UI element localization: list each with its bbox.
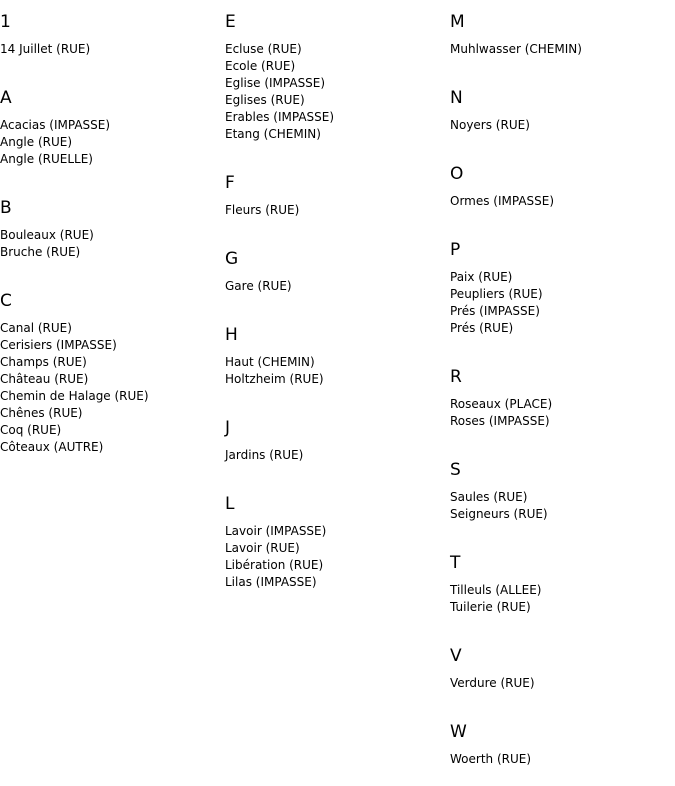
street-index-column	[0, 0, 225, 474]
street-link[interactable]: Eglises (RUE)	[225, 93, 305, 107]
street-index-column	[225, 0, 450, 609]
street-link[interactable]: Lavoir (IMPASSE)	[225, 524, 327, 538]
street-link[interactable]: Château (RUE)	[0, 372, 89, 386]
letter-heading: H	[225, 325, 238, 345]
letter-group	[0, 0, 225, 58]
street-link[interactable]: Verdure (RUE)	[450, 676, 535, 690]
letter-group	[0, 76, 225, 168]
letter-heading: A	[0, 88, 12, 108]
letter-heading: J	[225, 418, 231, 438]
letter-heading: F	[225, 173, 235, 193]
street-link[interactable]: Libération (RUE)	[225, 558, 324, 572]
street-link[interactable]: Seigneurs (RUE)	[450, 507, 548, 521]
street-link[interactable]: Gare (RUE)	[225, 279, 292, 293]
letter-group	[450, 634, 675, 692]
letter-heading: S	[450, 460, 461, 480]
street-link[interactable]: Holtzheim (RUE)	[225, 372, 324, 386]
street-link[interactable]: Prés (IMPASSE)	[450, 304, 540, 318]
letter-heading: O	[450, 164, 464, 184]
street-link[interactable]: Bouleaux (RUE)	[0, 228, 94, 242]
street-link[interactable]: 14 Juillet (RUE)	[0, 42, 91, 56]
street-link[interactable]: Haut (CHEMIN)	[225, 355, 315, 369]
street-link[interactable]: Lilas (IMPASSE)	[225, 575, 317, 589]
street-index-column	[450, 0, 675, 786]
street-link[interactable]: Côteaux (AUTRE)	[0, 440, 104, 454]
letter-group	[225, 0, 450, 143]
street-link[interactable]: Tilleuls (ALLEE)	[450, 583, 542, 597]
letter-group	[450, 0, 675, 58]
letter-group	[450, 710, 675, 768]
letter-heading: L	[225, 494, 235, 514]
letter-group	[225, 406, 450, 464]
street-link[interactable]: Fleurs (RUE)	[225, 203, 300, 217]
letter-group	[450, 152, 675, 210]
street-link[interactable]: Etang (CHEMIN)	[225, 127, 321, 141]
street-link[interactable]: Coq (RUE)	[0, 423, 62, 437]
letter-heading: W	[450, 722, 467, 742]
letter-group	[450, 448, 675, 523]
street-link[interactable]: Paix (RUE)	[450, 270, 513, 284]
letter-heading: 1	[0, 12, 11, 32]
letter-heading: E	[225, 12, 236, 32]
street-link[interactable]: Canal (RUE)	[0, 321, 72, 335]
street-link[interactable]: Tuilerie (RUE)	[450, 600, 531, 614]
letter-group	[450, 355, 675, 430]
street-link[interactable]: Acacias (IMPASSE)	[0, 118, 111, 132]
street-link[interactable]: Prés (RUE)	[450, 321, 514, 335]
letter-heading: T	[450, 553, 461, 573]
street-link[interactable]: Eglise (IMPASSE)	[225, 76, 326, 90]
letter-group	[225, 313, 450, 388]
letter-group	[450, 541, 675, 616]
street-link[interactable]: Cerisiers (IMPASSE)	[0, 338, 117, 352]
street-link[interactable]: Roseaux (PLACE)	[450, 397, 553, 411]
street-link[interactable]: Muhlwasser (CHEMIN)	[450, 42, 582, 56]
letter-group	[450, 76, 675, 134]
street-link[interactable]: Saules (RUE)	[450, 490, 528, 504]
street-link[interactable]: Peupliers (RUE)	[450, 287, 543, 301]
street-link[interactable]: Champs (RUE)	[0, 355, 87, 369]
letter-heading: N	[450, 88, 463, 108]
letter-heading: V	[450, 646, 462, 666]
street-link[interactable]: Woerth (RUE)	[450, 752, 532, 766]
street-link[interactable]: Jardins (RUE)	[225, 448, 304, 462]
letter-group	[0, 279, 225, 456]
street-link[interactable]: Erables (IMPASSE)	[225, 110, 335, 124]
street-link[interactable]: Chênes (RUE)	[0, 406, 83, 420]
letter-heading: C	[0, 291, 12, 311]
letter-heading: P	[450, 240, 461, 260]
letter-group	[225, 161, 450, 219]
letter-group	[225, 482, 450, 591]
letter-group	[225, 237, 450, 295]
street-link[interactable]: Angle (RUELLE)	[0, 152, 93, 166]
street-link[interactable]: Lavoir (RUE)	[225, 541, 300, 555]
street-link[interactable]: Roses (IMPASSE)	[450, 414, 550, 428]
street-link[interactable]: Ormes (IMPASSE)	[450, 194, 555, 208]
street-link[interactable]: Chemin de Halage (RUE)	[0, 389, 149, 403]
letter-heading: B	[0, 198, 12, 218]
street-link[interactable]: Angle (RUE)	[0, 135, 73, 149]
letter-group	[450, 228, 675, 337]
street-link[interactable]: Bruche (RUE)	[0, 245, 81, 259]
letter-heading: G	[225, 249, 239, 269]
letter-heading: M	[450, 12, 465, 32]
letter-heading: R	[450, 367, 462, 387]
street-link[interactable]: Ecole (RUE)	[225, 59, 296, 73]
street-link[interactable]: Ecluse (RUE)	[225, 42, 302, 56]
street-link[interactable]: Noyers (RUE)	[450, 118, 530, 132]
letter-group	[0, 186, 225, 261]
